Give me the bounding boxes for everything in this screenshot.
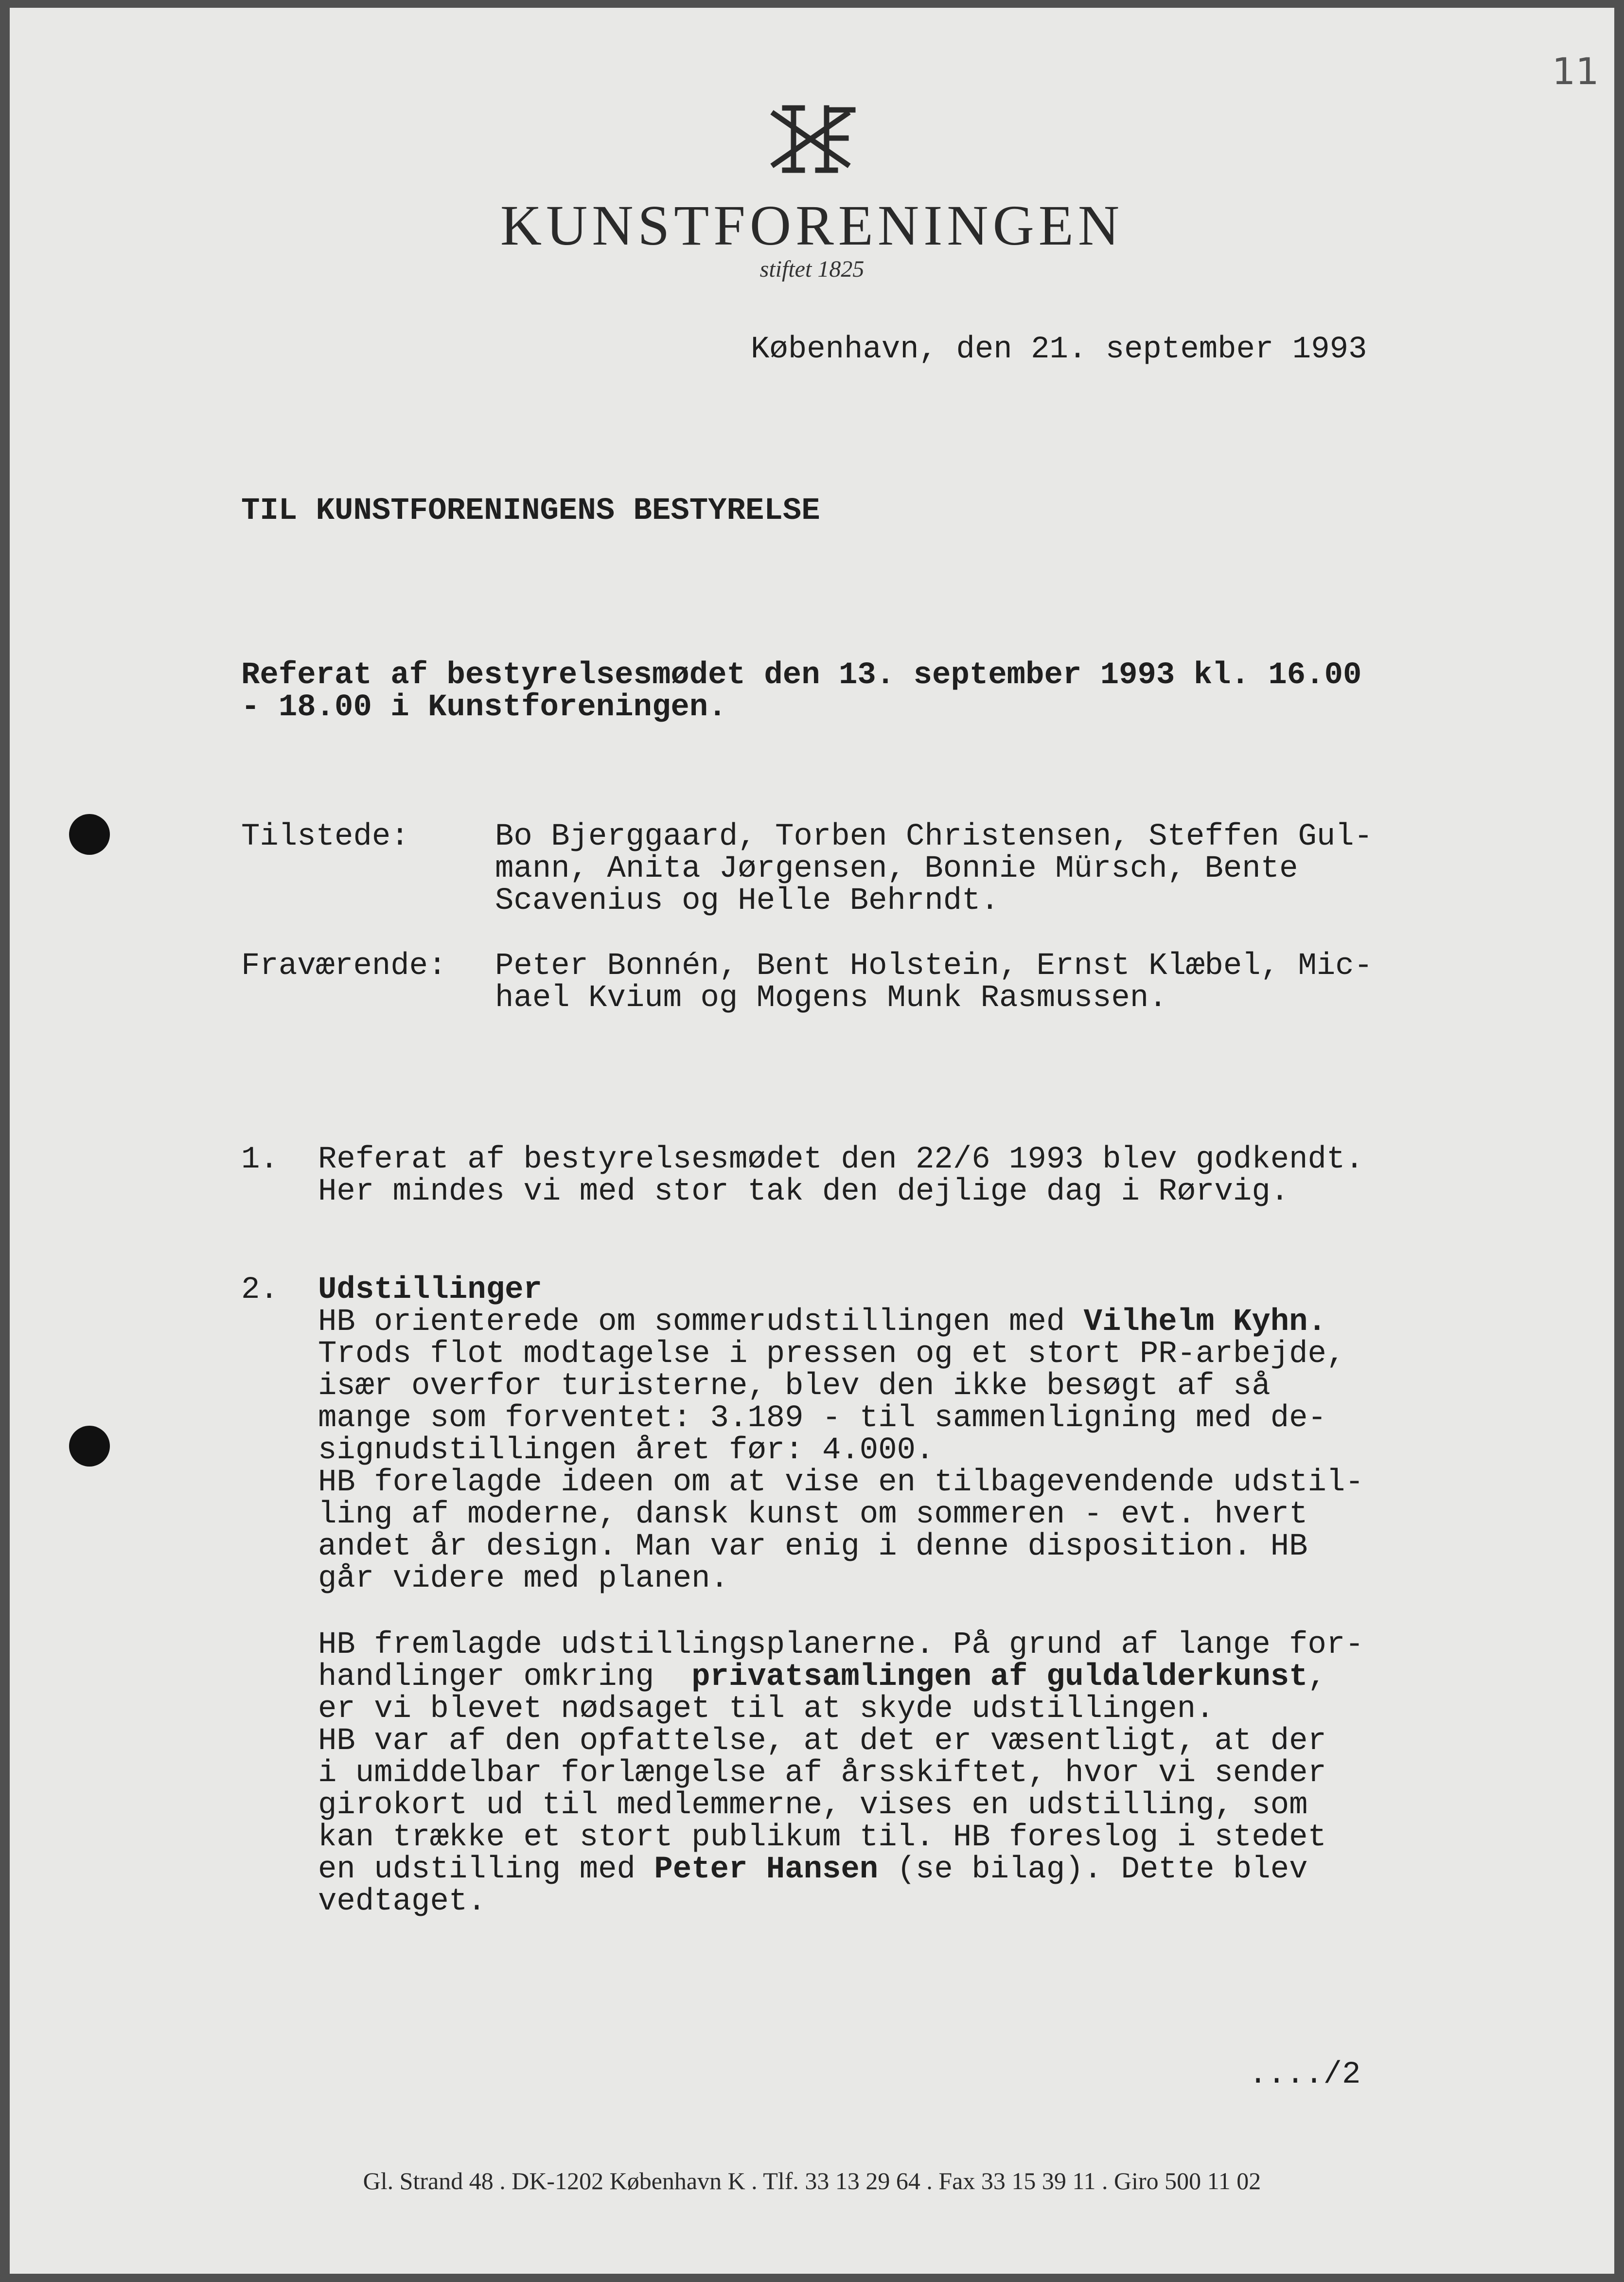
item-line: [318, 1661, 1326, 1693]
date-line: København, den 21. september 1993: [751, 332, 1367, 367]
item-number: 1.: [241, 1142, 279, 1177]
artist-name: Peter Hansen: [654, 1852, 879, 1887]
present-line: mann, Anita Jørgensen, Bonnie Mürsch, Bente: [495, 851, 1298, 886]
present-label: Tilstede:: [241, 819, 409, 854]
collection-name: privatsamlingen af guldalderkunst: [691, 1660, 1308, 1695]
item-line: vedtaget.: [318, 1884, 486, 1919]
item-line: går videre med planen.: [318, 1561, 729, 1596]
item-line: HB fremlagde udstillingsplanerne. På grund af lange for-: [318, 1627, 1364, 1663]
item-line: mange som forventet: 3.189 - til sammenligning med de-: [318, 1401, 1326, 1436]
item-heading: Udstillinger: [318, 1273, 542, 1308]
item-line: især overfor turisterne, blev den ikke besøgt af så: [318, 1369, 1271, 1404]
item-line: andet år design. Man var enig i denne disposition. HB: [318, 1529, 1308, 1564]
item-line: Trods flot modtagelse i pressen og et stort PR-arbejde,: [318, 1337, 1345, 1372]
item-line: i umiddelbar forlængelse af årsskiftet, hvor vi sender: [318, 1756, 1326, 1791]
punch-hole: [69, 814, 110, 855]
item-line: kan trække et stort publikum til. HB foreslog i stedet: [318, 1820, 1326, 1855]
item-line: girokort ud til medlemmerne, vises en udstilling, som: [318, 1788, 1308, 1823]
document-page: [10, 8, 1614, 2274]
absent-line: Peter Bonnén, Bent Holstein, Ernst Klæbel, Mic-: [495, 949, 1373, 984]
item-line: er vi blevet nødsaget til at skyde udstillingen.: [318, 1692, 1215, 1727]
continuation-mark: ..../2: [1249, 2057, 1361, 2092]
text-run: ,: [1307, 1660, 1326, 1695]
punch-hole: [69, 1426, 110, 1467]
item-line: Her mindes vi med stor tak den dejlige dag i Rørvig.: [318, 1174, 1289, 1209]
kf-monogram-icon: [764, 103, 857, 175]
text-run: HB orienterede om sommerudstillingen med: [318, 1305, 1084, 1340]
organization-name: KUNSTFORENINGEN: [500, 194, 1124, 257]
absent-label: Fraværende:: [241, 949, 447, 984]
recipient-line: TIL KUNSTFORENINGENS BESTYRELSE: [241, 494, 820, 529]
item-line: HB var af den opfattelse, at det er væsentligt, at der: [318, 1724, 1326, 1759]
item-line: ling af moderne, dansk kunst om sommeren - evt. hvert: [318, 1497, 1308, 1532]
present-line: Bo Bjerggaard, Torben Christensen, Steffen Gul-: [495, 819, 1373, 854]
subject-line: Referat af bestyrelsesmødet den 13. september 1993 kl. 16.00: [241, 658, 1362, 693]
handwritten-page-number: 11: [1552, 50, 1599, 93]
item-line: [318, 1854, 1308, 1886]
subject-line: - 18.00 i Kunstforeningen.: [241, 690, 727, 725]
item-number: 2.: [241, 1273, 279, 1308]
footer-address: Gl. Strand 48 . DK-1202 København K . Tlf. 33 13 29 64 . Fax 33 15 39 11 . Giro 500 11 02: [363, 2167, 1261, 2194]
founded-line: stiftet 1825: [759, 256, 865, 282]
text-run: (se bilag). Dette blev: [878, 1852, 1308, 1887]
item-line: [318, 1306, 1326, 1338]
present-line: Scavenius og Helle Behrndt.: [495, 884, 999, 919]
text-run: en udstilling med: [318, 1852, 654, 1887]
item-line: Referat af bestyrelsesmødet den 22/6 1993 blev godkendt.: [318, 1142, 1364, 1177]
text-run: handlinger omkring: [318, 1660, 692, 1695]
item-line: HB forelagde ideen om at vise en tilbagevendende udstil-: [318, 1465, 1364, 1500]
absent-line: hael Kvium og Mogens Munk Rasmussen.: [495, 981, 1167, 1016]
artist-name: Vilhelm Kyhn.: [1083, 1305, 1326, 1340]
item-line: signudstillingen året før: 4.000.: [318, 1433, 935, 1468]
